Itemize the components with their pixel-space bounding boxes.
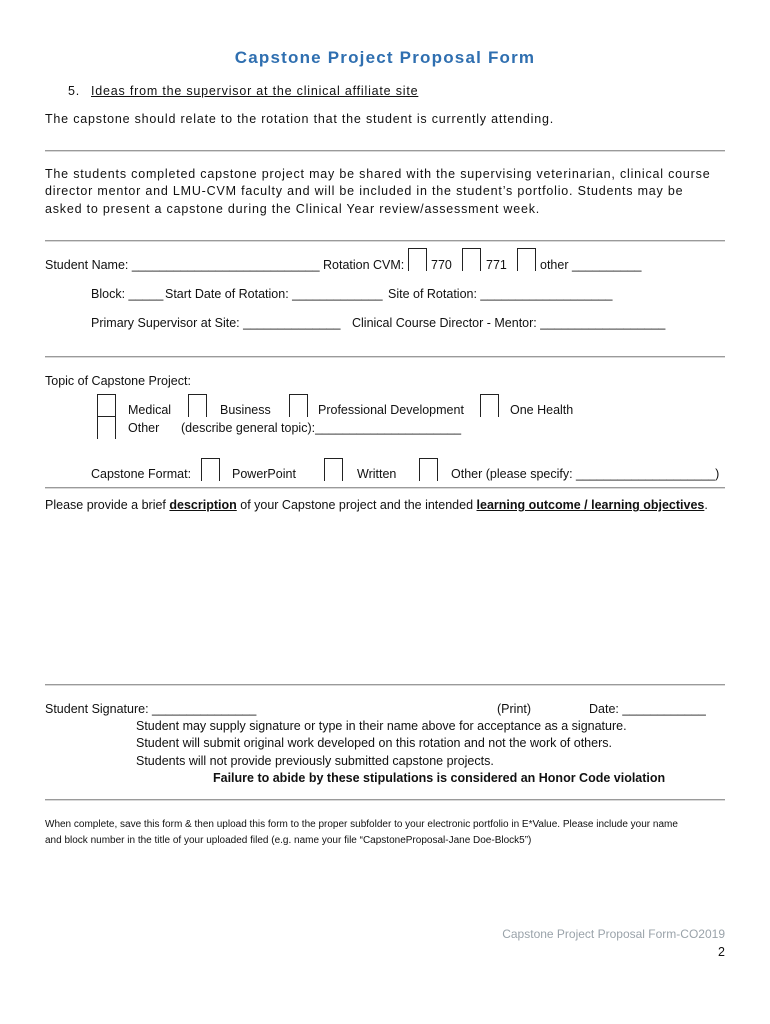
checkbox-other-rotation[interactable] (517, 248, 536, 271)
checkbox-other-format[interactable] (419, 458, 438, 481)
learning-outcome-emphasis: learning outcome / learning objectives (476, 498, 705, 512)
checkbox-professional[interactable] (289, 394, 308, 417)
student-signature-field[interactable]: Student Signature: _______________ (45, 702, 257, 716)
option-770-label: 770 (431, 258, 452, 272)
relate-note: The capstone should relate to the rotation that the student is currently attending. (45, 112, 555, 126)
topic-describe-field[interactable]: (describe general topic):_____________________ (181, 421, 462, 435)
signature-date-field[interactable]: Date: ____________ (589, 702, 706, 716)
divider (45, 487, 725, 488)
upload-note-line: When complete, save this form & then upload this form to the proper subfolder to your electronic portfolio in E*Value. Please include your name (45, 819, 678, 830)
topic-one-health-label: One Health (510, 403, 574, 417)
format-label: Capstone Format: (91, 467, 192, 481)
site-field[interactable]: Site of Rotation: ___________________ (388, 287, 613, 301)
format-other-field[interactable]: Other (please specify: ____________________) (451, 467, 720, 481)
topic-label: Topic of Capstone Project: (45, 374, 191, 388)
signature-note-line: Students will not provide previously submitted capstone projects. (136, 754, 494, 768)
share-note-line: The students completed capstone project may be shared with the supervising veterinarian, clinical course (45, 167, 711, 181)
signature-note-line: Student will submit original work developed on this rotation and not the work of others. (136, 736, 612, 750)
print-label: (Print) (497, 702, 532, 716)
description-suffix: . (704, 498, 708, 512)
checkbox-written[interactable] (324, 458, 343, 481)
option-other-label[interactable]: other __________ (540, 258, 642, 272)
divider (45, 684, 725, 685)
divider (45, 356, 725, 357)
page-number: 2 (718, 945, 725, 959)
block-field[interactable]: Block: _____ (91, 287, 164, 301)
divider (45, 240, 725, 241)
checkbox-business[interactable] (188, 394, 207, 417)
item-number: 5. (68, 84, 81, 98)
share-note-line: director mentor and LMU-CVM faculty and will be included in the student’s portfolio. Students may be (45, 184, 684, 198)
divider (45, 799, 725, 800)
checkbox-powerpoint[interactable] (201, 458, 220, 481)
checkbox-one-health[interactable] (480, 394, 499, 417)
divider (45, 150, 725, 151)
rotation-cvm-label: Rotation CVM: (323, 258, 405, 272)
format-powerpoint-label: PowerPoint (232, 467, 296, 481)
checkbox-medical[interactable] (97, 394, 116, 417)
format-written-label: Written (357, 467, 397, 481)
checkbox-770[interactable] (408, 248, 427, 271)
topic-professional-label: Professional Development (318, 403, 464, 417)
checkbox-771[interactable] (462, 248, 481, 271)
start-date-field[interactable]: Start Date of Rotation: _____________ (165, 287, 383, 301)
form-identifier: Capstone Project Proposal Form-CO2019 (502, 927, 725, 941)
supervisor-field[interactable]: Primary Supervisor at Site: ______________ (91, 316, 341, 330)
topic-business-label: Business (220, 403, 271, 417)
item-5-text: Ideas from the supervisor at the clinical affiliate site (91, 84, 419, 98)
description-emphasis: description (169, 498, 237, 512)
signature-note-line: Student may supply signature or type in their name above for acceptance as a signature. (136, 719, 627, 733)
director-field[interactable]: Clinical Course Director - Mentor: __________________ (352, 316, 666, 330)
description-middle: of your Capstone project and the intended (236, 498, 477, 512)
topic-medical-label: Medical (128, 403, 172, 417)
form-title: Capstone Project Proposal Form (234, 48, 536, 67)
checkbox-other-topic[interactable] (97, 416, 116, 439)
student-name-field[interactable]: Student Name: ___________________________ (45, 258, 320, 272)
description-area[interactable] (45, 520, 725, 680)
share-note-line: asked to present a capstone during the Clinical Year review/assessment week. (45, 202, 541, 216)
description-prefix: Please provide a brief (45, 498, 170, 512)
honor-code-warning: Failure to abide by these stipulations is considered an Honor Code violation (213, 771, 666, 785)
upload-note-line: and block number in the title of your uploaded filed (e.g. name your file “CapstoneProposal-Jane Doe-Block5”) (45, 835, 532, 846)
option-771-label: 771 (486, 258, 507, 272)
topic-other-label: Other (128, 421, 160, 435)
description-prompt (45, 498, 708, 512)
